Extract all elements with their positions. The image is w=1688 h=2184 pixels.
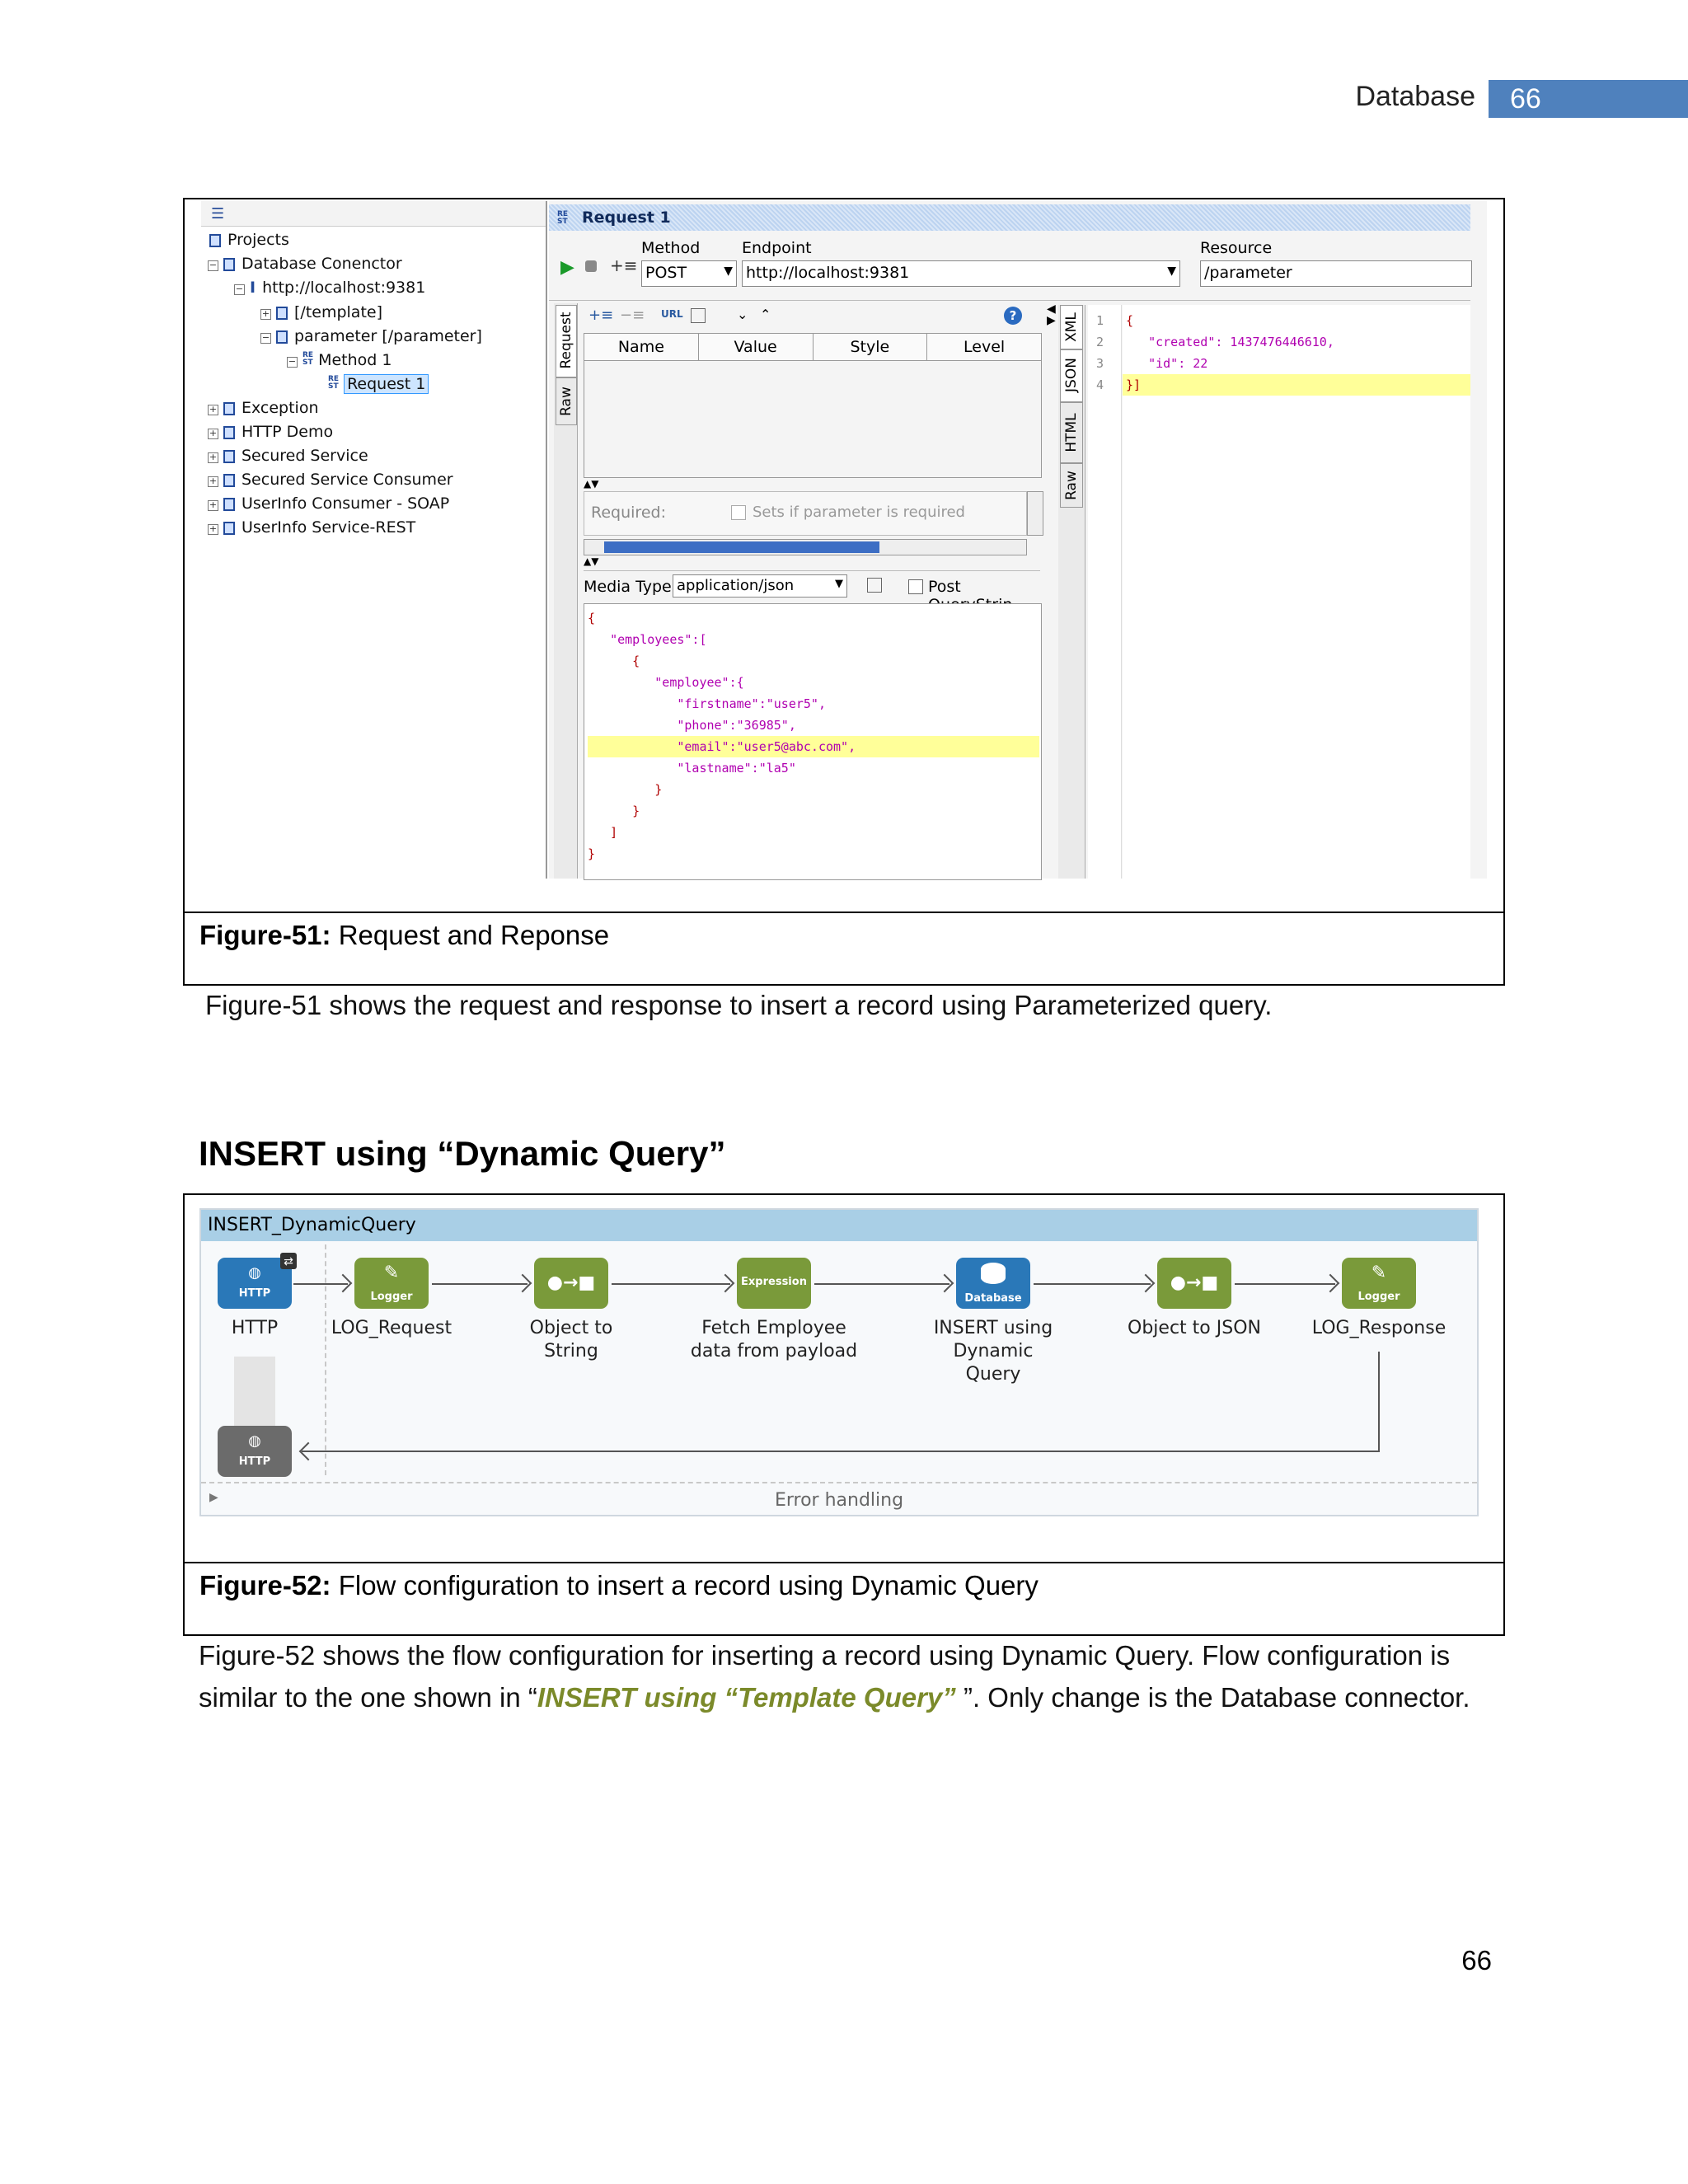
column-header[interactable]: Value bbox=[699, 334, 814, 360]
tab-json[interactable]: JSON bbox=[1060, 349, 1083, 402]
resource-icon bbox=[276, 307, 288, 320]
node-label: LOG_Request bbox=[331, 1318, 452, 1338]
expand-icon[interactable]: + bbox=[209, 404, 218, 415]
code-line: } bbox=[588, 804, 640, 818]
code-line: "email":"user5@abc.com", bbox=[588, 736, 1039, 757]
flow-arrow bbox=[293, 1283, 348, 1285]
logger-node[interactable]: ✎ Logger bbox=[354, 1258, 429, 1309]
chevron-down-icon[interactable]: ▼ bbox=[1167, 265, 1176, 278]
flow-title: INSERT_DynamicQuery bbox=[201, 1210, 1477, 1241]
code-line: { bbox=[588, 611, 596, 626]
expand-icon[interactable]: + bbox=[209, 499, 218, 510]
chevron-down-icon: ▼ bbox=[835, 578, 843, 590]
project-icon bbox=[223, 258, 235, 271]
expand-icon[interactable]: + bbox=[209, 476, 218, 486]
line-number: 1 bbox=[1096, 313, 1104, 328]
tree-item[interactable]: + Secured Service Consumer bbox=[209, 471, 453, 489]
paragraph-figure-52: Figure-52 shows the flow configuration for inserting a record using Dynamic Query. Flow configuration is similar to the one shown in “INSERT using “Template Query” ”. Only change is the Database connector. bbox=[199, 1640, 1470, 1713]
scrollbar-vertical[interactable] bbox=[1027, 491, 1043, 536]
code-line: "employee":{ bbox=[588, 675, 744, 690]
request-body-editor[interactable] bbox=[584, 603, 1042, 880]
request-tab-title: Request 1 bbox=[582, 209, 671, 227]
url-icon[interactable]: URL bbox=[661, 308, 683, 320]
request-icon: RE ST bbox=[328, 375, 340, 391]
request-side-tabs bbox=[554, 303, 578, 879]
soapui-screenshot bbox=[201, 199, 1489, 880]
tree-item[interactable]: −RE ST Method 1 bbox=[288, 351, 392, 369]
line-number: 3 bbox=[1096, 356, 1104, 371]
media-type-row: Media Type application/json ▼ Post bbox=[584, 570, 1040, 601]
request-titlebar bbox=[549, 204, 1470, 231]
return-line-horizontal bbox=[302, 1451, 1380, 1452]
split-handle[interactable]: ▲▼ bbox=[584, 478, 599, 490]
collapse-icon[interactable]: − bbox=[261, 332, 270, 343]
method-select[interactable]: POST ▼ bbox=[641, 260, 737, 287]
resource-input[interactable]: /parameter bbox=[1200, 260, 1472, 287]
tree-item[interactable]: − Database Conenctor bbox=[209, 255, 402, 273]
tree-item[interactable]: + [/template] bbox=[261, 303, 382, 321]
http-response-node[interactable]: ◍ HTTP bbox=[218, 1426, 292, 1477]
figure-52-caption: Figure-52: Flow configuration to insert a record using Dynamic Query bbox=[185, 1562, 1503, 1634]
flow-arrow bbox=[612, 1283, 730, 1285]
tab-raw[interactable]: Raw bbox=[556, 377, 577, 425]
media-type-select[interactable]: application/json ▼ bbox=[673, 574, 847, 598]
figure-51 bbox=[183, 198, 1505, 986]
flow-arrow bbox=[1034, 1283, 1151, 1285]
object-to-string-node[interactable] bbox=[534, 1258, 608, 1309]
response-viewer[interactable] bbox=[1123, 305, 1470, 879]
project-icon bbox=[223, 522, 235, 535]
project-icon bbox=[223, 450, 235, 463]
format-icon[interactable] bbox=[867, 578, 882, 593]
node-label: Object to String bbox=[529, 1318, 613, 1361]
move-down-icon[interactable]: ⌄ bbox=[737, 307, 748, 322]
post-query-checkbox[interactable] bbox=[908, 579, 923, 594]
tree-item[interactable]: + HTTP Demo bbox=[209, 423, 334, 441]
remove-param-icon[interactable]: −≡ bbox=[620, 307, 645, 324]
expand-icon[interactable]: + bbox=[209, 452, 218, 462]
section-heading: INSERT using “Dynamic Query” bbox=[199, 1134, 726, 1173]
column-header[interactable]: Name bbox=[584, 334, 699, 360]
resource-icon bbox=[276, 330, 288, 344]
response-lane bbox=[234, 1357, 275, 1436]
expand-icon[interactable]: + bbox=[261, 308, 270, 319]
projects-icon bbox=[209, 234, 221, 247]
request-panel bbox=[549, 201, 1487, 879]
request-toolbar bbox=[549, 234, 1470, 301]
column-header[interactable]: Style bbox=[814, 334, 928, 360]
node-label: Object to JSON bbox=[1128, 1318, 1261, 1338]
collapse-icon[interactable]: − bbox=[235, 284, 244, 294]
collapse-icon[interactable]: − bbox=[209, 260, 218, 270]
code-line: ] bbox=[588, 825, 618, 840]
figure-52 bbox=[183, 1193, 1505, 1636]
code-line: "firstname":"user5", bbox=[588, 696, 826, 711]
help-icon[interactable]: ? bbox=[1004, 307, 1022, 325]
tab-raw[interactable]: Raw bbox=[1060, 463, 1083, 508]
flow-arrow bbox=[1235, 1283, 1335, 1285]
error-handling-bar[interactable]: ▶ Error handling bbox=[201, 1482, 1477, 1515]
logger-node[interactable]: ✎ Logger bbox=[1342, 1258, 1416, 1309]
project-tree-panel bbox=[201, 201, 547, 879]
expression-node[interactable]: Expression bbox=[737, 1258, 811, 1309]
collapse-icon[interactable]: − bbox=[288, 356, 297, 367]
transformer-icon: ●→■ bbox=[1170, 1272, 1219, 1293]
line-number: 2 bbox=[1096, 335, 1104, 349]
http-endpoint-node[interactable]: ◍ HTTP bbox=[218, 1258, 292, 1309]
edit-icon[interactable] bbox=[691, 308, 706, 323]
tree-item[interactable]: + UserInfo Consumer - SOAP bbox=[209, 494, 450, 513]
return-line-vertical bbox=[1378, 1352, 1380, 1452]
required-checkbox[interactable] bbox=[731, 505, 746, 520]
run-icon[interactable]: ▶ bbox=[560, 257, 574, 278]
paragraph-figure-51: Figure-51 shows the request and response to insert a record using Parameterized query. bbox=[205, 990, 1273, 1020]
endpoint-input[interactable]: http://localhost:9381 ▼ bbox=[742, 260, 1180, 287]
response-side-tabs bbox=[1058, 305, 1085, 879]
tree-item[interactable]: − I http://localhost:9381 bbox=[235, 279, 426, 297]
return-arrowhead bbox=[299, 1442, 318, 1461]
column-header[interactable]: Level bbox=[964, 338, 1006, 356]
transformer-icon: ●→■ bbox=[546, 1272, 596, 1293]
code-line: "id": 22 bbox=[1126, 356, 1208, 371]
project-icon bbox=[223, 402, 235, 415]
method-icon: RE ST bbox=[302, 351, 314, 367]
code-line: } bbox=[588, 846, 596, 861]
splitter-arrows[interactable]: ◀ ▶ bbox=[1047, 302, 1056, 327]
tab-request[interactable]: Request bbox=[556, 305, 577, 377]
split-handle[interactable]: ▲▼ bbox=[584, 555, 599, 567]
tree-item[interactable]: + Secured Service bbox=[209, 447, 368, 465]
tree-toolbar bbox=[201, 201, 546, 227]
page-number: 66 bbox=[1461, 1945, 1492, 1975]
header-page-badge: 66 bbox=[1489, 80, 1688, 118]
figure-51-caption: Figure-51: Request and Reponse bbox=[185, 912, 1503, 984]
add-header-icon[interactable]: +≡ bbox=[610, 255, 638, 275]
code-line: }] bbox=[1123, 374, 1470, 396]
globe-icon: ◍ bbox=[248, 1264, 261, 1282]
list-icon[interactable]: ☰ bbox=[211, 205, 225, 223]
node-label: HTTP bbox=[231, 1318, 279, 1338]
tree-item[interactable]: + UserInfo Service-REST bbox=[209, 518, 416, 537]
expand-icon[interactable]: + bbox=[209, 428, 218, 438]
chevron-down-icon: ▼ bbox=[724, 265, 733, 278]
request-icon: RE ST bbox=[557, 210, 569, 226]
database-icon bbox=[981, 1263, 1006, 1284]
expand-icon[interactable]: + bbox=[209, 523, 218, 534]
tree-item[interactable]: + Exception bbox=[209, 399, 319, 417]
move-up-icon[interactable]: ⌃ bbox=[760, 307, 771, 322]
project-icon bbox=[223, 498, 235, 511]
node-label: Fetch Employee data from payload bbox=[690, 1318, 858, 1361]
flow-arrow bbox=[814, 1283, 950, 1285]
scrollbar-horizontal[interactable] bbox=[584, 539, 1027, 555]
logger-icon: ✎ bbox=[1371, 1263, 1387, 1283]
line-number: 4 bbox=[1096, 377, 1104, 392]
globe-icon: ◍ bbox=[248, 1432, 261, 1450]
tab-xml[interactable]: XML bbox=[1060, 305, 1083, 349]
flow-canvas bbox=[199, 1208, 1479, 1516]
tree-root[interactable]: Projects bbox=[209, 231, 289, 249]
resource-label: Resource bbox=[1200, 239, 1273, 257]
response-gutter bbox=[1088, 305, 1122, 879]
node-label: INSERT using Dynamic Query bbox=[933, 1318, 1053, 1385]
node-label: LOG_Response bbox=[1311, 1318, 1447, 1338]
exchange-pattern-icon: ⇄ bbox=[280, 1253, 297, 1269]
method-label: Method bbox=[641, 239, 701, 257]
template-query-link[interactable]: INSERT using “Template Query” bbox=[537, 1682, 956, 1713]
expand-triangle-icon[interactable]: ▶ bbox=[209, 1490, 218, 1503]
code-line: "phone":"36985", bbox=[588, 718, 796, 733]
tree-item[interactable]: − parameter [/parameter] bbox=[261, 327, 482, 345]
stop-icon[interactable] bbox=[585, 260, 597, 272]
project-icon bbox=[223, 426, 235, 439]
code-line: { bbox=[588, 654, 640, 668]
code-line: "lastname":"la5" bbox=[588, 761, 796, 776]
add-param-icon[interactable]: +≡ bbox=[588, 307, 614, 324]
tree-item-selected[interactable]: RE ST Request 1 bbox=[328, 375, 429, 393]
object-to-json-node[interactable] bbox=[1157, 1258, 1231, 1309]
params-toolbar bbox=[584, 305, 1027, 330]
code-line: "created": 1437476446610, bbox=[1126, 335, 1334, 349]
logger-icon: ✎ bbox=[383, 1263, 400, 1283]
params-header bbox=[584, 334, 1041, 361]
flow-arrow bbox=[432, 1283, 528, 1285]
source-divider bbox=[325, 1244, 326, 1475]
code-line: { bbox=[1126, 313, 1134, 328]
project-icon bbox=[223, 474, 235, 487]
code-line: "employees":[ bbox=[588, 632, 707, 647]
params-table bbox=[584, 333, 1042, 478]
code-line: } bbox=[588, 782, 663, 797]
tab-html[interactable]: HTML bbox=[1060, 402, 1083, 463]
interface-icon: I bbox=[250, 279, 256, 297]
database-node[interactable]: Database bbox=[956, 1258, 1030, 1309]
endpoint-label: Endpoint bbox=[742, 239, 812, 257]
header-section-title: Database bbox=[1355, 81, 1475, 112]
required-row: Required: Sets if parameter is required bbox=[584, 491, 1027, 536]
